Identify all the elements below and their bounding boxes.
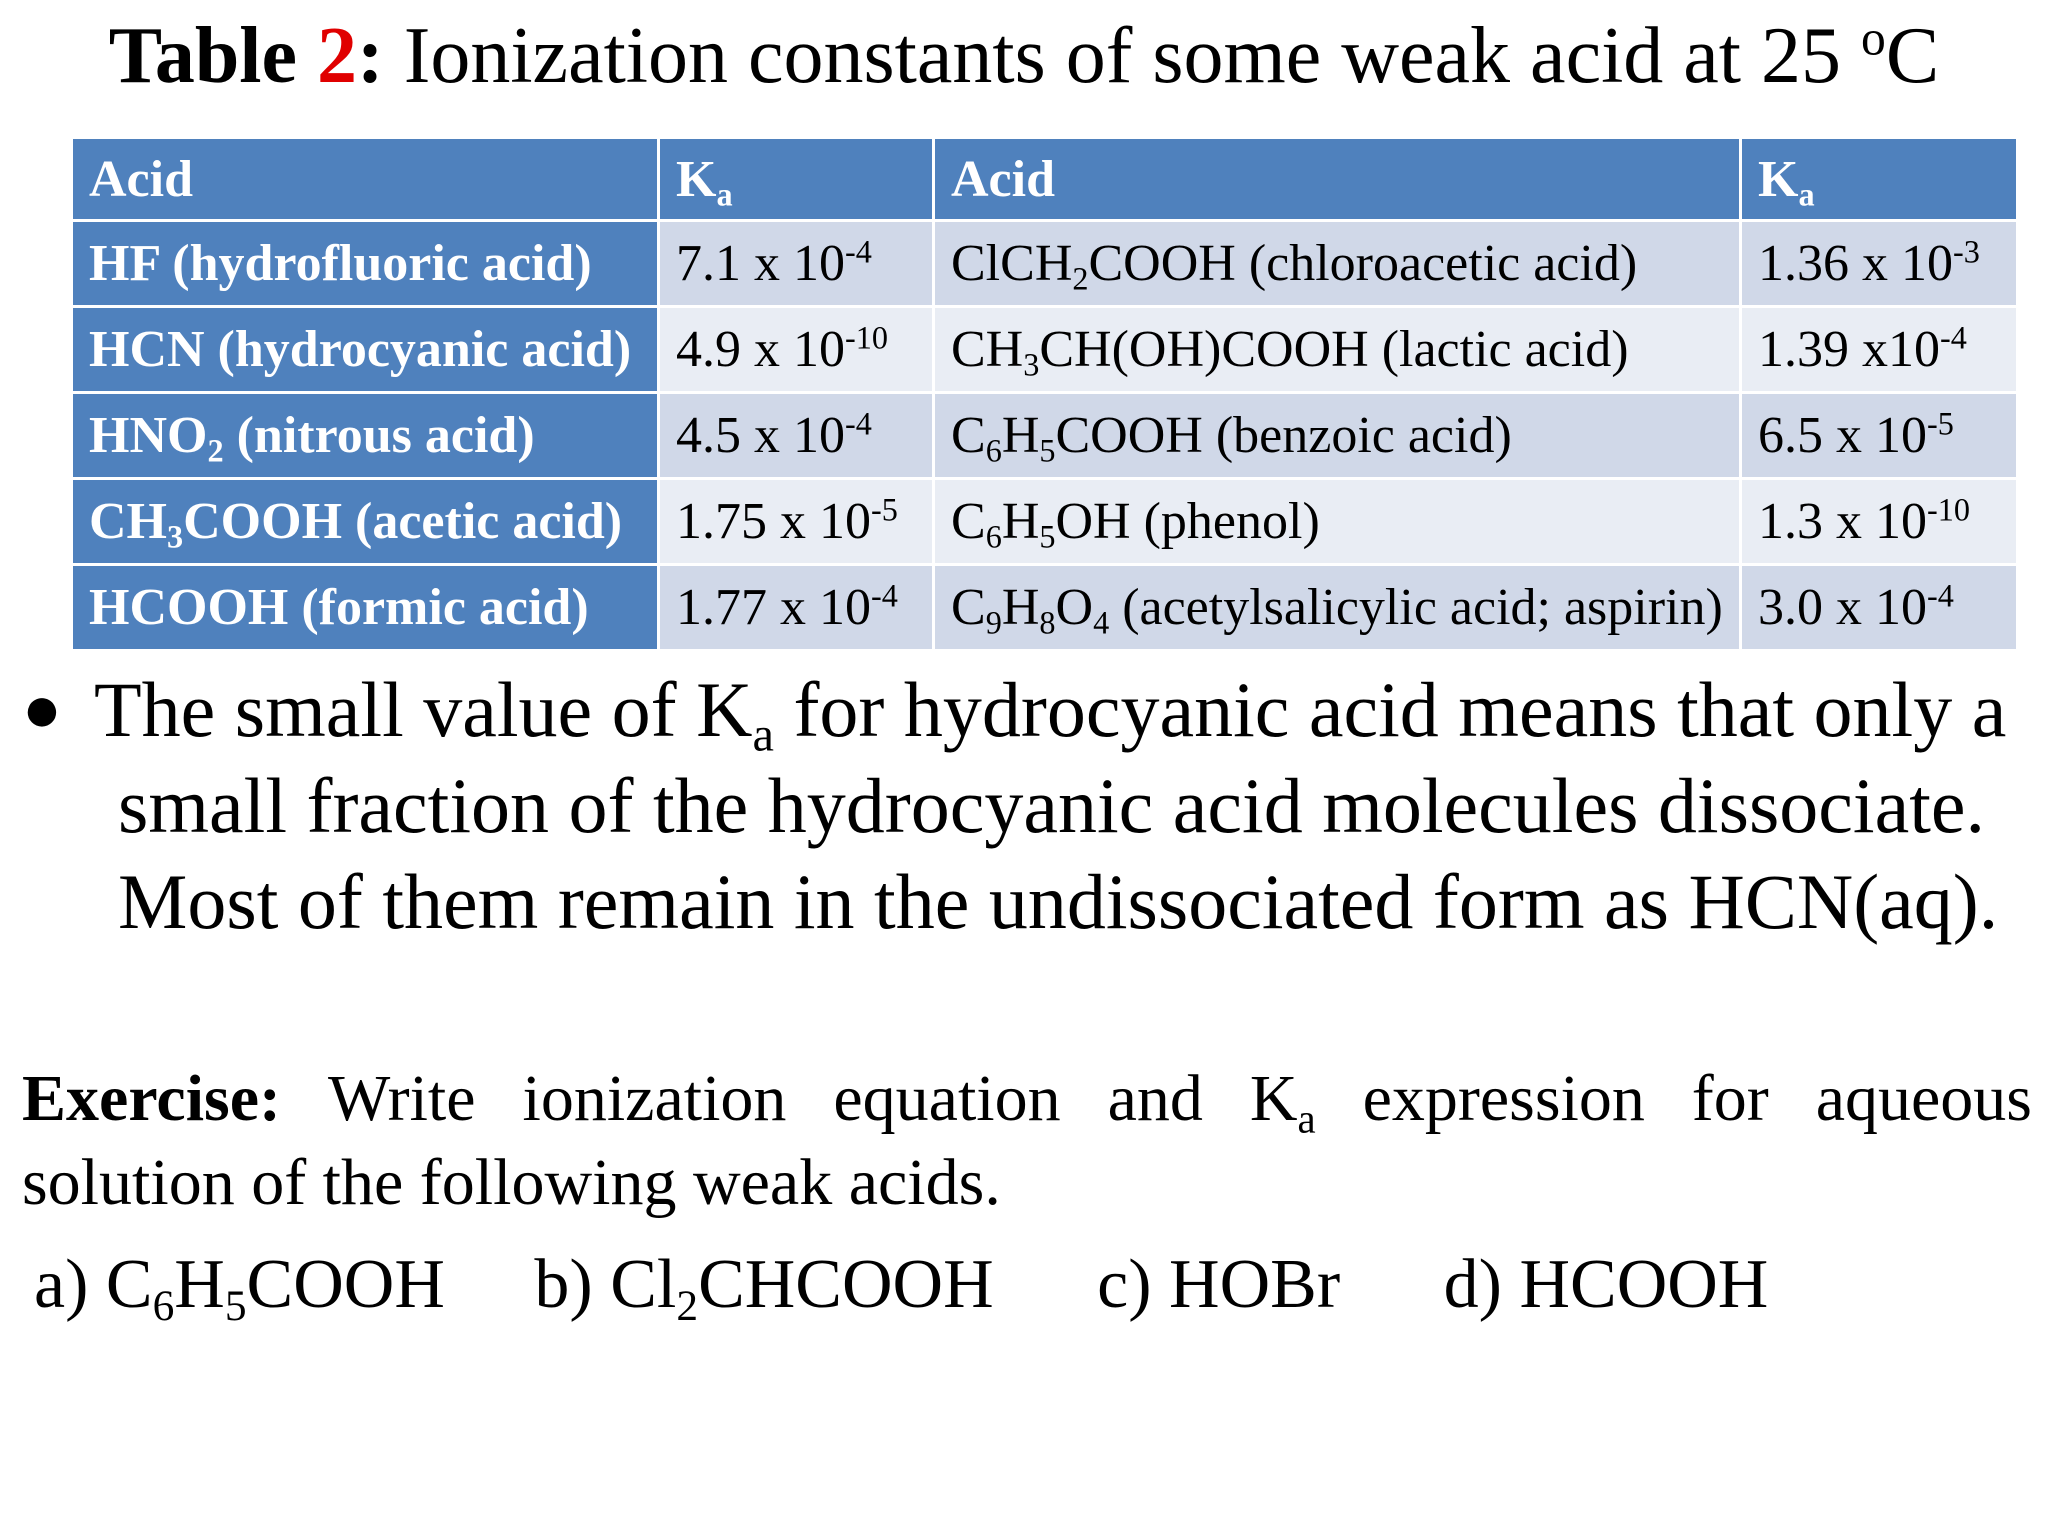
ka-exponent: -10 [1927,491,1970,528]
ka-value-cell [659,307,934,393]
formula-subscript: 6 [985,518,1002,555]
option-a-part: H [174,1246,225,1323]
ka-base: 1.77 x 10 [676,579,871,636]
exercise-label: Exercise: [22,1062,282,1135]
exercise-options [34,1240,1768,1330]
explanation-bullet [22,662,2032,950]
header-ka-2-main: K [1758,150,1799,208]
acid-name-cell [72,479,659,565]
option-a-part: COOH [246,1246,445,1323]
exercise-ka [1250,1057,1316,1141]
formula-part: C [951,579,986,636]
formula-part: HNO [89,407,208,464]
ka-base: 7.1 x 10 [676,235,845,292]
option-b-subscript: 2 [676,1282,699,1331]
exercise-line-2: solution of the following weak acids. [22,1146,1001,1219]
header-acid-1: Acid [72,138,659,221]
ka-base: 1.3 x 10 [1758,493,1927,550]
formula-subscript: 5 [1039,518,1056,555]
ka-exponent: -3 [1953,233,1980,270]
acid-name: HCN (hydrocyanic acid) [89,321,632,378]
table-row [72,307,2018,393]
bullet-line-1-subscript: a [752,708,774,762]
formula-part: C [951,407,986,464]
table-row [72,565,2018,651]
ka-value-cell [659,393,934,479]
formula-part: CH(OH)COOH (lactic acid) [1039,321,1629,378]
header-ka-2 [1741,138,2018,221]
exercise-word: ionization [522,1062,787,1135]
exercise-word: expression [1362,1062,1645,1135]
bullet-text [94,662,2032,950]
formula-part: O [1055,579,1094,636]
formula-part: COOH (acetic acid) [183,493,623,550]
table-row [72,221,2018,307]
page-title [0,6,2048,106]
bullet-line-1-part: The small value of K [94,666,753,753]
exercise-word: equation [833,1062,1061,1135]
ka-value-cell [1741,479,2018,565]
formula-subscript: 4 [1093,604,1110,641]
acid-name-cell [72,221,659,307]
header-ka-1-sub: a [716,176,733,213]
bullet-dot-icon: ● [22,673,62,746]
ka-value-cell [659,221,934,307]
option-c: c) HOBr [1097,1246,1341,1323]
header-ka-1-main: K [676,150,717,208]
ka-base: 6.5 x 10 [1758,407,1927,464]
ka-value-cell [659,479,934,565]
ka-exponent: -4 [845,233,872,270]
acid-name-cell [934,393,1741,479]
formula-subscript: 8 [1039,604,1056,641]
ka-value-cell [1741,221,2018,307]
ka-base: 1.36 x 10 [1758,235,1953,292]
ka-base: 4.9 x 10 [676,321,845,378]
option-b [534,1240,993,1330]
bullet-line-3: Most of them remain in the undissociated form as HCN(aq). [118,858,1999,945]
exercise-word: Write [327,1062,476,1135]
exercise-word: aqueous [1815,1062,2032,1135]
formula-part: H [1001,407,1040,464]
formula-part: C [951,493,986,550]
header-acid-2: Acid [934,138,1741,221]
formula-subscript: 9 [985,604,1002,641]
header-ka-2-sub: a [1798,176,1815,213]
title-unit: C [1885,12,1940,100]
ka-exponent: -5 [871,491,898,528]
bullet-line-1 [94,662,2032,762]
exercise-word: and [1107,1062,1203,1135]
exercise-ka-main: K [1249,1062,1298,1135]
table-row [72,393,2018,479]
ka-value-cell [1741,393,2018,479]
ka-value-cell [659,565,934,651]
ka-exponent: -4 [845,405,872,442]
title-label: Table [108,12,318,100]
formula-part: (nitrous acid) [223,407,535,464]
title-table-number: 2 [317,12,358,100]
formula-subscript: 2 [1072,260,1089,297]
option-d: d) HCOOH [1443,1246,1769,1323]
acid-name-cell [934,307,1741,393]
formula-part: CH [89,493,167,550]
ka-exponent: -4 [1940,319,1967,356]
ka-value-cell [1741,307,2018,393]
formula-subscript: 3 [167,518,184,555]
acid-name-cell [934,221,1741,307]
ka-value-cell [1741,565,2018,651]
ka-exponent: -4 [1927,577,1954,614]
acid-name-cell [72,307,659,393]
formula-part: (acetylsalicylic acid; aspirin) [1109,579,1723,636]
header-ka-1 [659,138,934,221]
option-a-part: a) C [34,1246,153,1323]
option-a-subscript: 6 [152,1282,175,1331]
ka-exponent: -4 [871,577,898,614]
option-a [34,1240,445,1330]
exercise-block [22,1057,2032,1225]
ka-base: 4.5 x 10 [676,407,845,464]
formula-part: OH (phenol) [1055,493,1320,550]
exercise-word: for [1691,1062,1769,1135]
formula-part: H [1001,493,1040,550]
exercise-line-1 [22,1057,2032,1141]
formula-part: CH [951,321,1024,378]
option-b-part: b) Cl [534,1246,677,1323]
title-text: Ionization constants of some weak acid at 25 [383,12,1862,100]
acid-name-cell [72,393,659,479]
acid-name: HF (hydrofluoric acid) [89,235,592,292]
acid-name-cell [934,565,1741,651]
title-colon: : [357,12,384,100]
title-degree: o [1861,10,1886,66]
acid-name-cell [934,479,1741,565]
table-row [72,479,2018,565]
exercise-ka-sub: a [1297,1096,1316,1142]
formula-subscript: 2 [207,432,224,469]
option-a-subscript: 5 [224,1282,247,1331]
ka-exponent: -5 [1927,405,1954,442]
bullet-line-2: small fraction of the hydrocyanic acid molecules dissociate. [118,762,1986,849]
formula-part: COOH (benzoic acid) [1055,407,1512,464]
bullet-line-1-part: for hydrocyanic acid means that only a [773,666,2007,753]
formula-subscript: 5 [1039,432,1056,469]
ionization-constants-table [70,136,2019,652]
formula-subscript: 3 [1023,346,1040,383]
formula-subscript: 6 [985,432,1002,469]
ka-base: 1.39 x10 [1758,321,1940,378]
ka-base: 3.0 x 10 [1758,579,1927,636]
acid-name: HCOOH (formic acid) [89,579,589,636]
formula-part: H [1001,579,1040,636]
ka-base: 1.75 x 10 [676,493,871,550]
ka-exponent: -10 [845,319,888,356]
formula-part: ClCH [951,235,1073,292]
option-b-part: CHCOOH [698,1246,994,1323]
table-header-row [72,138,2018,221]
formula-part: COOH (chloroacetic acid) [1088,235,1638,292]
acid-name-cell [72,565,659,651]
